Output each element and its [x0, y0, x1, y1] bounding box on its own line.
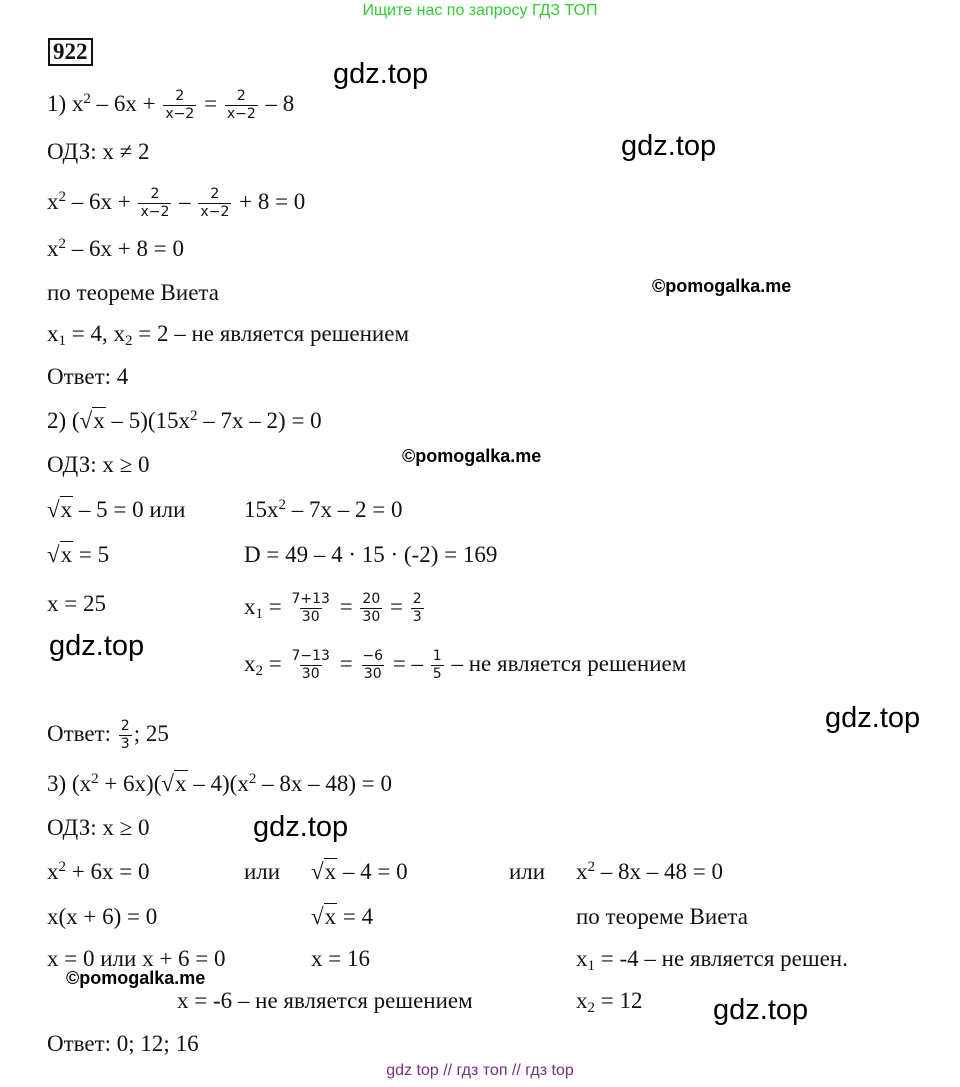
part2-right-row1: $15x^2 - 7x - 2 = 0$	[244, 497, 403, 522]
part3-equation: 3) $(x^2 + 6x)(√x - 4)(x^2 - 8x - 48) = 0$	[47, 771, 392, 796]
part3-col2-row1: √x – 4 = 0	[311, 859, 408, 884]
part3-col3-row1: $x^2 - 8x - 48 = 0$	[576, 859, 723, 884]
part3-col1-row1: $x^2 + 6x = 0$	[47, 859, 150, 884]
watermark-gdz: gdz.top	[333, 58, 429, 90]
sqrt-sign: √x	[79, 408, 105, 433]
sqrt-sign: √x	[311, 859, 337, 884]
sqrt-sign: √x	[161, 771, 187, 796]
part1-answer: Ответ: 4	[47, 364, 129, 389]
part3-odz: ОДЗ: x ≥ 0	[47, 815, 150, 840]
part3-col1-row2: x(x + 6) = 0	[47, 904, 158, 929]
part3-ili: или	[509, 859, 546, 884]
part2-equation: 2) $(√x - 5)(15x^2 - 7x - 2) = 0$	[47, 408, 322, 433]
part1-transfer: $x^2 - 6x$ + $\frac{2}{x-2}$ – $\frac{2}{x-2}$ + 8 = 0	[47, 186, 306, 220]
watermark-pomogalka: ©pomogalka.me	[402, 446, 542, 466]
part3-col2-row2: √x = 4	[311, 904, 374, 929]
watermark-gdz: gdz.top	[49, 630, 145, 662]
part1-odz: ОДЗ: x ≠ 2	[47, 139, 150, 164]
part3-answer: Ответ: 0; 12; 16	[47, 1031, 199, 1056]
part3-col3-row3: $x_1 = -4$ – не является решен.	[576, 946, 848, 974]
watermark-gdz: gdz.top	[713, 994, 809, 1026]
top-banner[interactable]: Ищите нас по запросу ГДЗ ТОП	[362, 2, 598, 19]
part3-col1-row4: x = -6 – не является решением	[177, 988, 473, 1013]
watermark-gdz: gdz.top	[825, 702, 921, 734]
part1-equation: 1) $x^2 - 6x$ + $\frac{2}{x-2}$ = $\frac{2}{x-2}$ – 8	[47, 88, 295, 122]
part2-odz: ОДЗ: x ≥ 0	[47, 452, 150, 477]
part2-left-row1: √x – 5 = 0 или	[47, 497, 186, 522]
watermark-pomogalka: ©pomogalka.me	[66, 968, 206, 988]
part2-root1: $x_1$ = $\frac{7+13}{30}$ = $\frac{20}{30}$ = $\frac{2}{3}$	[244, 591, 422, 625]
part2-left-row3: x = 25	[47, 591, 106, 616]
part2-answer: Ответ: $\frac{2}{3}$ ; 25	[47, 718, 169, 752]
part3-ili: или	[244, 859, 281, 884]
part3-col3-row4: $x_2 = 12$	[576, 988, 643, 1016]
part3-col2-row3: x = 16	[311, 946, 370, 971]
problem-number: 922	[48, 38, 93, 66]
watermark-pomogalka: ©pomogalka.me	[652, 276, 792, 296]
part1-quadratic: $x^2 - 6x + 8 = 0$	[47, 236, 184, 261]
sqrt-sign: √x	[47, 497, 73, 522]
sqrt-sign: √x	[311, 904, 337, 929]
part3-col1-row3: x = 0 или x + 6 = 0	[47, 946, 226, 971]
part2-discriminant: D = 49 – 4 · 15 · (-2) = 169	[244, 542, 498, 567]
part2-left-row2: √x = 5	[47, 542, 110, 567]
part1-vieta: по теореме Виета	[47, 280, 219, 305]
footer-links[interactable]: gdz top // гдз топ // гдз top	[386, 1062, 574, 1079]
watermark-gdz: gdz.top	[621, 130, 717, 162]
part3-col3-row2: по теореме Виета	[576, 904, 748, 929]
part2-root2: $x_2$ = $\frac{7-13}{30}$ = $\frac{-6}{30}$ = – $\frac{1}{5}$ – не является решением	[244, 648, 687, 682]
watermark-gdz: gdz.top	[253, 811, 349, 843]
part1-roots: $x_1 = 4$, $x_2 = 2$ – не является решением	[47, 321, 410, 349]
sqrt-sign: √x	[47, 542, 73, 567]
